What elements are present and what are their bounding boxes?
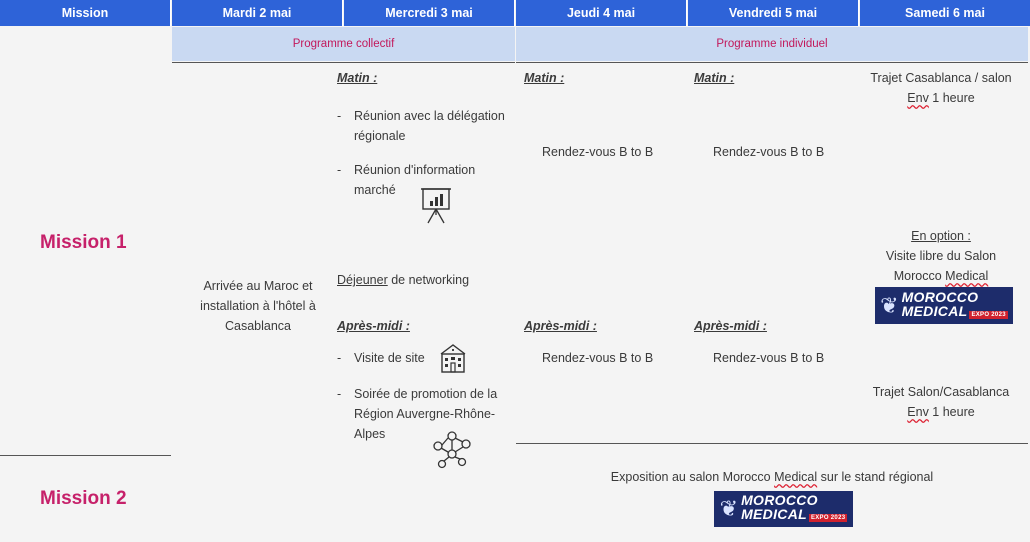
- header-day-jeudi: Jeudi 4 mai: [516, 0, 687, 26]
- bullet-dash: -: [337, 109, 342, 123]
- vendredi-apresmidi-label: Après-midi :: [694, 319, 767, 333]
- samedi-trajet-2-line2: [856, 402, 1026, 422]
- samedi-trajet-1-line2: [856, 88, 1026, 108]
- band-programme-collectif: Programme collectif: [172, 27, 515, 61]
- jeudi-matin-label: Matin :: [524, 71, 565, 85]
- mission2-text-c: sur le stand régional: [817, 470, 934, 484]
- samedi-trajet-1-line1: Trajet Casablanca / salon: [870, 71, 1012, 85]
- mercredi-apresmidi-item: [337, 348, 507, 368]
- logo-line2: MEDICAL EXPO 2023: [741, 506, 846, 522]
- mercredi-apresmidi-item-text: Visite de site: [354, 351, 425, 365]
- header-day-mercredi: Mercredi 3 mai: [344, 0, 515, 26]
- mission2-exposition-text: [516, 467, 1028, 487]
- samedi-option-label: En option :: [911, 229, 971, 243]
- vendredi-matin-label: Matin :: [694, 71, 735, 85]
- samedi-option-line1: Visite libre du Salon: [885, 249, 997, 263]
- samedi-option-line2-b: Medical: [945, 269, 989, 283]
- logo-expo-badge: EXPO 2023: [971, 311, 1006, 318]
- mardi-arrival-text: Arrivée au Maroc et installation à l'hôtel à Casablanca: [200, 279, 316, 333]
- samedi-trajet-1: [856, 68, 1026, 108]
- samedi-trajet-2-duration: 1 heure: [928, 405, 975, 419]
- samedi-option: [856, 226, 1026, 286]
- mercredi-matin-item-text: Réunion d'information marché: [354, 163, 476, 197]
- divider-line: [516, 62, 1028, 63]
- presentation-chart-icon: [420, 185, 452, 227]
- mercredi-matin-label: Matin :: [337, 71, 378, 85]
- network-icon: [430, 428, 474, 472]
- divider-line: [172, 62, 515, 63]
- band-programme-individuel: Programme individuel: [516, 27, 1028, 61]
- morocco-medical-logo: [875, 287, 1013, 324]
- jeudi-apresmidi-text: Rendez-vous B to B: [542, 351, 654, 365]
- logo-line2: MEDICAL EXPO 2023: [901, 302, 1006, 319]
- wing-emblem-icon: ❦: [880, 292, 899, 318]
- mercredi-dejeuner-rest: de networking: [387, 273, 470, 287]
- mission2-text-b: Medical: [774, 470, 818, 484]
- building-icon: [437, 342, 469, 374]
- vendredi-apresmidi-text: Rendez-vous B to B: [713, 351, 825, 365]
- mission-2-label: Mission 2: [40, 488, 127, 509]
- samedi-trajet-2-line1: Trajet Salon/Casablanca: [872, 385, 1010, 399]
- samedi-trajet-2-env: Env: [907, 405, 929, 419]
- jeudi-apresmidi-label: Après-midi :: [524, 319, 597, 333]
- bullet-dash: -: [337, 351, 342, 365]
- divider-line: [516, 443, 1028, 444]
- header-day-mardi: Mardi 2 mai: [172, 0, 343, 26]
- mercredi-dejeuner: [337, 270, 469, 290]
- logo-line1: MOROCCO: [741, 492, 818, 508]
- mission-1-label: Mission 1: [40, 232, 127, 253]
- mercredi-apresmidi-item-text: Soirée de promotion de la Région Auvergne-Rhône-Alpes: [354, 387, 498, 441]
- mercredi-apresmidi-label: Après-midi :: [337, 319, 410, 333]
- vendredi-matin-text: Rendez-vous B to B: [713, 145, 825, 159]
- mercredi-apresmidi-item: [337, 384, 507, 444]
- header-mission: Mission: [0, 0, 171, 26]
- divider-line: [0, 455, 171, 456]
- jeudi-matin-text: Rendez-vous B to B: [542, 145, 654, 159]
- bullet-dash: -: [337, 163, 342, 177]
- logo-expo-badge: EXPO 2023: [810, 515, 846, 521]
- samedi-option-line2: [856, 266, 1026, 286]
- samedi-option-line2-a: Morocco: [893, 269, 946, 283]
- mission2-text-a: Exposition au salon Morocco: [610, 470, 775, 484]
- samedi-trajet-1-duration: 1 heure: [928, 91, 975, 105]
- samedi-trajet-1-env: Env: [907, 91, 929, 105]
- header-day-samedi: Samedi 6 mai: [860, 0, 1030, 26]
- wing-emblem-icon: ❦: [719, 496, 739, 521]
- mercredi-dejeuner-word: Déjeuner: [337, 273, 388, 287]
- bullet-dash: -: [337, 387, 342, 401]
- header-day-vendredi: Vendredi 5 mai: [688, 0, 859, 26]
- logo-line1: MOROCCO: [901, 288, 979, 305]
- morocco-medical-logo: [714, 491, 853, 527]
- samedi-trajet-2: [856, 382, 1026, 422]
- mercredi-matin-item-text: Réunion avec la délégation régionale: [354, 109, 505, 143]
- mercredi-matin-item: [337, 106, 507, 146]
